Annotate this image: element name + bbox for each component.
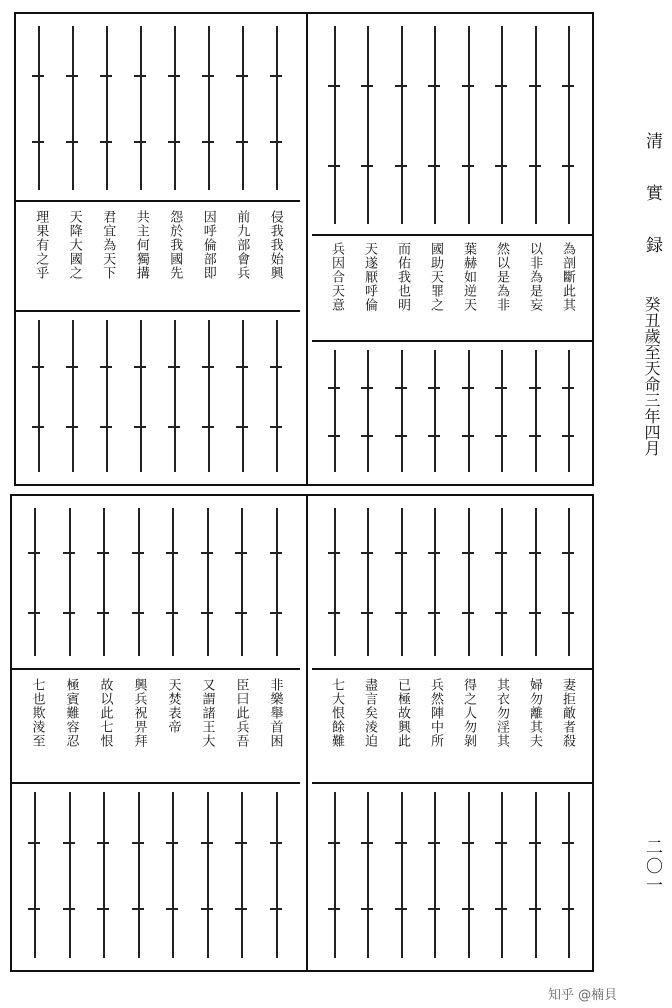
text-column: 七也欺淩至 (29, 678, 45, 748)
text-column: 共主何獨搆 (133, 210, 149, 280)
text-column: 天遂厭呼倫 (362, 242, 377, 312)
text-column: 以非為是妄 (527, 242, 542, 312)
top-right-page (312, 14, 592, 484)
text-column: 故以此七恨 (97, 678, 113, 748)
text-column: 而佑我也明 (395, 242, 410, 312)
text-column: 怨於我國先 (167, 210, 183, 280)
text-column: 國助天罪之 (428, 242, 443, 312)
side-range: 癸丑歲至天命三年四月 (642, 296, 661, 456)
text-column: 君宜為天下 (100, 210, 116, 280)
mongol-script-block (312, 786, 592, 964)
text-column: 前九部會兵 (234, 210, 250, 280)
side-char-2: 實 (642, 184, 662, 203)
page-number: 二〇一 (642, 838, 662, 895)
text-column: 葉赫如逆天 (461, 242, 476, 312)
text-column: 其衣勿淫其 (494, 678, 509, 748)
side-char-1: 清 (642, 132, 662, 151)
text-column: 妻拒敵者殺 (560, 678, 575, 748)
watermark: 知乎 @楠貝 (548, 988, 618, 1003)
text-column: 天降大國之 (66, 210, 82, 280)
text-column: 因呼倫部即 (200, 210, 216, 280)
chinese-text-block (12, 672, 300, 788)
bottom-left-page (12, 496, 300, 970)
text-column: 非樂舉首困 (267, 678, 283, 748)
text-column: 極賓難容忍 (63, 678, 79, 748)
text-column: 兵然陣中所 (428, 678, 443, 748)
top-spread (14, 12, 594, 486)
text-column: 已極故興此 (395, 678, 410, 748)
mongol-script-block (12, 786, 300, 964)
manchu-script-block (12, 502, 300, 662)
text-column: 又謂諸王大 (199, 678, 215, 748)
text-column: 得之人勿剝 (461, 678, 476, 748)
manchu-script-block (312, 20, 592, 230)
text-column: 七大恨餘難 (329, 678, 344, 748)
text-column: 然以是為非 (494, 242, 509, 312)
text-column: 興兵祝畀拜 (131, 678, 147, 748)
bottom-spread (10, 494, 594, 972)
text-column: 臣曰此兵吾 (233, 678, 249, 748)
text-column: 天焚表帝 (165, 678, 181, 734)
text-column: 理果有之乎 (33, 210, 49, 280)
text-column: 侵我我始興 (267, 210, 283, 280)
mongol-script-block (312, 344, 592, 478)
text-column: 盡言矣淩迫 (362, 678, 377, 748)
side-char-3: 録 (642, 236, 662, 255)
text-column: 為剖斷此其 (560, 242, 575, 312)
mongol-script-block (16, 314, 300, 478)
top-left-page (16, 14, 300, 484)
manchu-script-block (312, 502, 592, 662)
manchu-script-block (16, 20, 300, 196)
chinese-text-block (312, 672, 592, 788)
text-column: 婦勿離其夫 (527, 678, 542, 748)
bottom-right-page (312, 496, 592, 970)
chinese-text-block (312, 236, 592, 348)
text-column: 兵因合天意 (329, 242, 344, 312)
chinese-text-block (16, 204, 300, 318)
